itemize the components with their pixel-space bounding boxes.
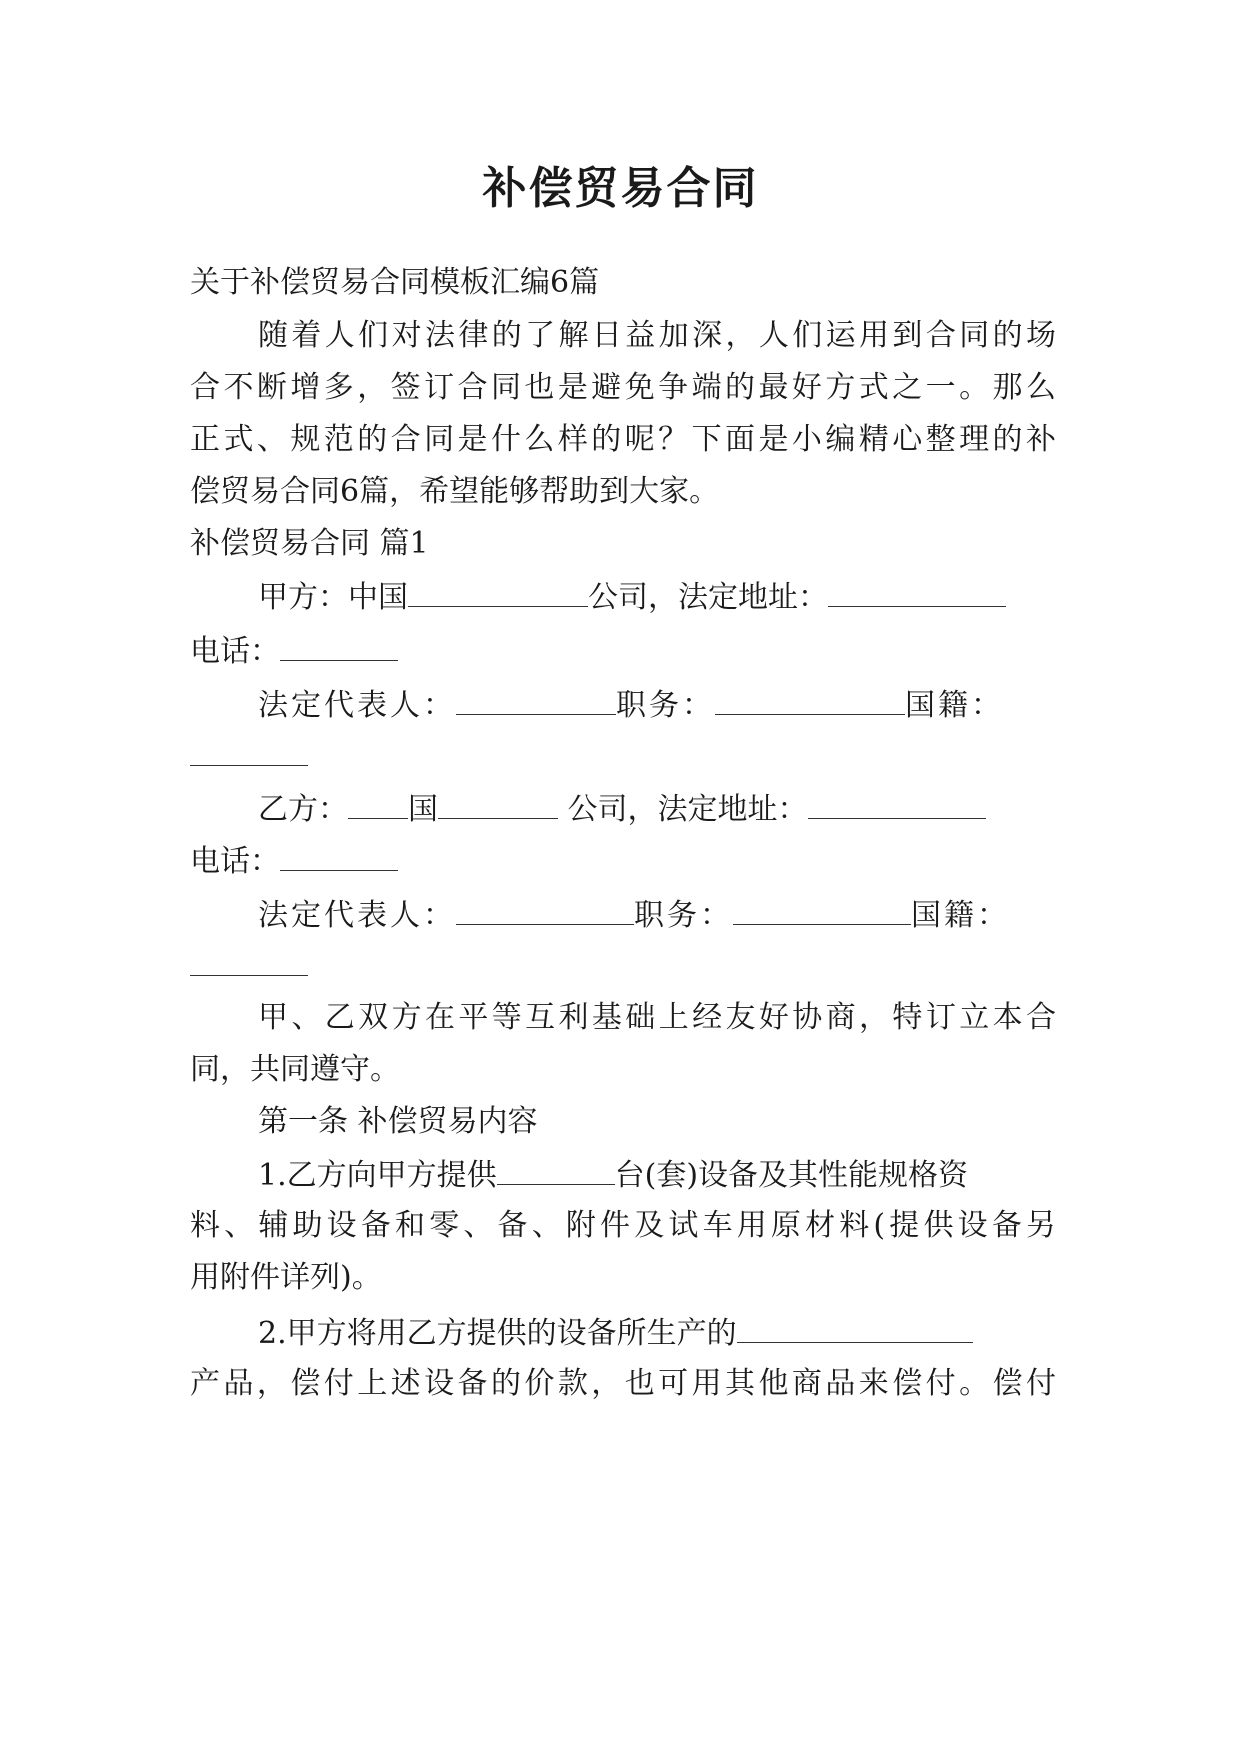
intro-line-1: 随着人们对法律的了解日益加深，人们运用到合同的场 (258, 318, 1056, 353)
party-b-rep-label: 法定代表人： (258, 898, 456, 933)
party-b-address-label: 公司，法定地址： (558, 792, 808, 827)
party-a-address-label: 公司，法定地址： (588, 580, 828, 615)
clause-2-product-blank[interactable] (737, 1312, 973, 1343)
agreement-line-2: 同，共同遵守。 (190, 1052, 400, 1087)
clause-2-line-2: 产品，偿付上述设备的价款，也可用其他商品来偿付。偿付 (190, 1366, 1056, 1401)
party-b-country-label: 国 (408, 792, 438, 827)
party-b-line (258, 788, 986, 830)
party-a-title-blank[interactable] (715, 684, 905, 715)
party-a-address-blank[interactable] (828, 576, 1006, 607)
party-b-rep-line (258, 894, 1010, 936)
clause-1-line-1 (258, 1154, 968, 1196)
party-a-phone-line (190, 630, 398, 672)
intro-line-2: 合不断增多，签订合同也是避免争端的最好方式之一。那么 (190, 370, 1056, 405)
clause-1-suffix: 台(套)设备及其性能规格资 (614, 1158, 969, 1193)
clause-1-line-3: 用附件详列)。 (190, 1260, 382, 1295)
party-a-prefix: 甲方：中国 (258, 580, 408, 615)
clause-1-quantity-blank[interactable] (497, 1154, 615, 1185)
party-a-nationality-blank[interactable] (190, 765, 308, 766)
party-b-rep-blank[interactable] (456, 894, 634, 925)
clause-1-line-2: 料、辅助设备和零、备、附件及试车用原材料(提供设备另 (190, 1208, 1056, 1243)
clause-1-prefix: 1.乙方向甲方提供 (258, 1158, 497, 1193)
party-b-phone-blank[interactable] (280, 840, 398, 871)
party-a-rep-blank[interactable] (456, 684, 616, 715)
article-1-heading: 第一条 补偿贸易内容 (258, 1104, 538, 1139)
clause-2-prefix: 2.甲方将用乙方提供的设备所生产的 (258, 1316, 737, 1351)
party-b-phone-label: 电话： (190, 844, 280, 879)
document-subtitle: 关于补偿贸易合同模板汇编6篇 (190, 265, 600, 300)
party-b-nationality-blank[interactable] (190, 975, 308, 976)
party-b-nationality-label: 国籍： (911, 898, 1010, 933)
party-b-address-blank[interactable] (808, 788, 986, 819)
party-a-rep-line (258, 684, 1004, 726)
party-a-line (258, 576, 1006, 618)
party-b-title-blank[interactable] (733, 894, 911, 925)
party-b-prefix: 乙方： (258, 792, 348, 827)
intro-line-4: 偿贸易合同6篇，希望能够帮助到大家。 (190, 474, 720, 509)
party-a-company-blank[interactable] (408, 576, 588, 607)
party-a-title-label: 职务： (616, 688, 715, 723)
party-b-country-blank[interactable] (348, 788, 408, 819)
agreement-line-1: 甲、乙双方在平等互利基础上经友好协商，特订立本合 (258, 1000, 1056, 1035)
party-b-phone-line (190, 840, 398, 882)
party-b-company-blank[interactable] (438, 788, 558, 819)
party-a-rep-label: 法定代表人： (258, 688, 456, 723)
party-a-phone-blank[interactable] (280, 630, 398, 661)
clause-2-line-1 (258, 1312, 973, 1354)
party-a-phone-label: 电话： (190, 634, 280, 669)
party-b-title-label: 职务： (634, 898, 733, 933)
section-heading: 补偿贸易合同 篇1 (190, 526, 429, 561)
intro-line-3: 正式、规范的合同是什么样的呢？下面是小编精心整理的补 (190, 422, 1056, 457)
document-title: 补偿贸易合同 (482, 163, 759, 214)
party-a-nationality-label: 国籍： (905, 688, 1004, 723)
